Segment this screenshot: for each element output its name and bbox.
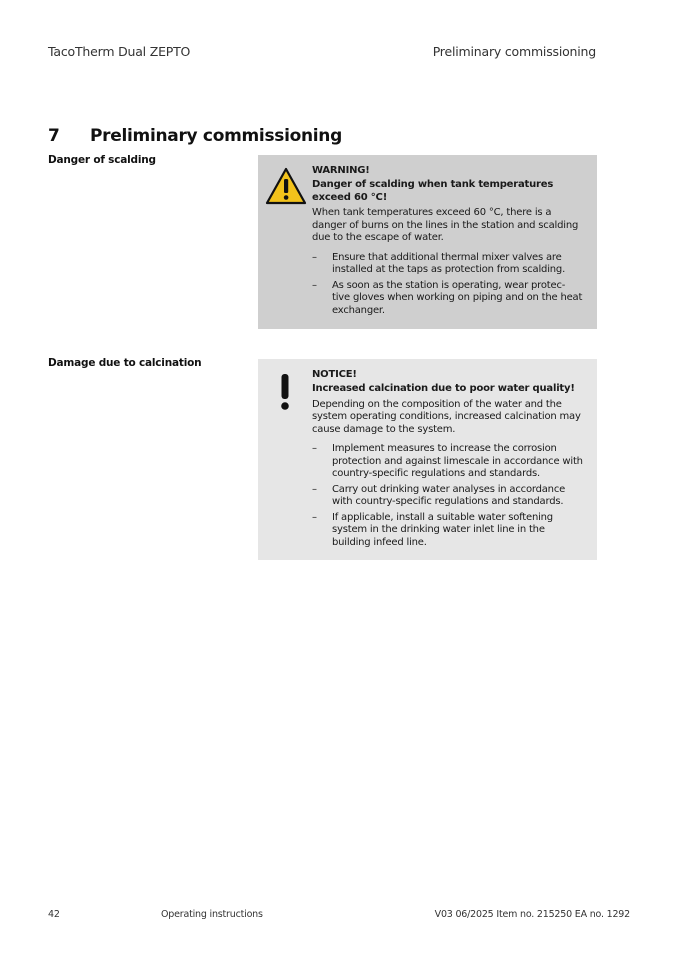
warning-box	[258, 155, 597, 329]
warning-headline: Danger of scalding when tank temperatures exceed 60 °C!	[312, 179, 554, 203]
warning-steps	[312, 252, 583, 318]
list-item: – As soon as the station is operating, wear protec-tive gloves when working on piping and on the heat exchanger.	[312, 279, 583, 316]
footer-page-number: 42	[48, 909, 60, 920]
warning-triangle-icon	[265, 167, 307, 209]
chapter-number: 7	[48, 126, 60, 146]
footer-version: V03 06/2025 Item no. 215250 EA no. 1292	[434, 909, 630, 920]
side-label-calcination: Damage due to calcination	[48, 357, 202, 369]
notice-box	[258, 359, 597, 560]
notice-signal-word: NOTICE!	[312, 369, 357, 380]
notice-steps	[312, 443, 583, 549]
header-section: Preliminary commissioning	[432, 44, 596, 59]
exclamation-icon	[272, 372, 298, 416]
chapter-title: Preliminary commissioning	[90, 126, 342, 146]
list-item: – Carry out drinking water analyses in accordance with country-specific regulations and standards.	[312, 483, 566, 507]
footer-document: Operating instructions	[161, 909, 263, 920]
list-item: – Implement measures to increase the corrosion protection and against limescale in accordance with country-specific regulations and standards.	[312, 443, 583, 479]
notice-body: Depending on the composition of the water and the system operating conditions, increased calcination may cause damage to the system.	[312, 398, 581, 435]
list-item: – Ensure that additional thermal mixer valves are installed at the taps as protection from scalding.	[312, 251, 566, 275]
warning-signal-word: WARNING!	[312, 165, 370, 176]
notice-headline: Increased calcination due to poor water quality!	[312, 383, 575, 394]
list-item: – If applicable, install a suitable water softening system in the drinking water inlet line in the building infeed line.	[312, 511, 553, 548]
warning-body: When tank temperatures exceed 60 °C, there is a danger of burns on the lines in the station and scalding due to the escape of water.	[312, 207, 579, 243]
header-product: TacoTherm Dual ZEPTO	[48, 44, 191, 59]
side-label-scalding: Danger of scalding	[48, 154, 156, 166]
chapter-heading	[48, 126, 342, 146]
